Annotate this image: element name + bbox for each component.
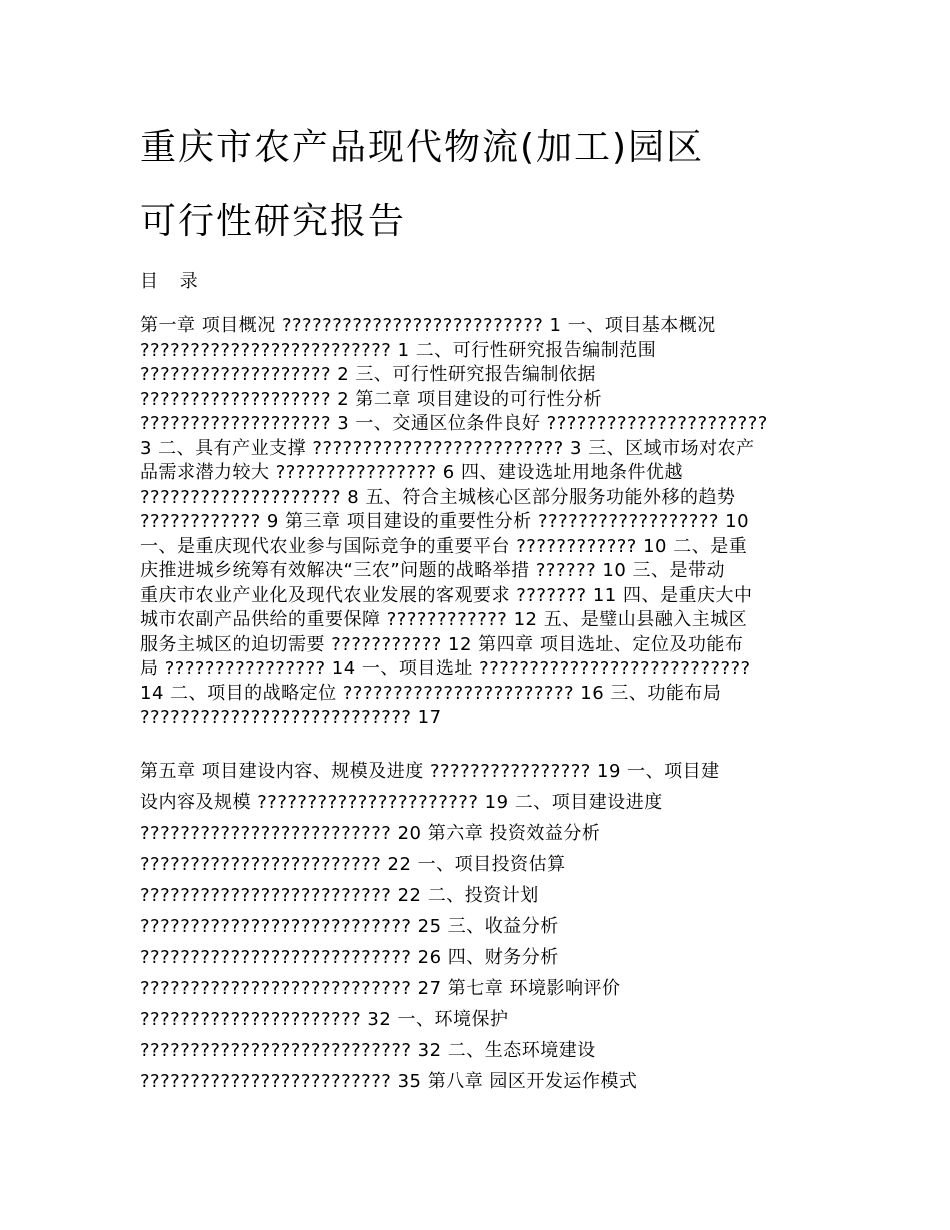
toc-line: ???????????? 9 第三章 项目建设的重要性分析 ?????????????????? 10 [140,511,750,532]
toc-heading: 目 录 [140,271,206,292]
toc-line: ??????????????????????????? 27 第七章 环境影响评价 [140,978,621,999]
toc-line: 品需求潜力较大 ???????????????? 6 四、建设选址用地条件优越 [140,462,683,483]
toc-line: ??????????????????????????? 17 [140,707,442,728]
toc-line: 服务主城区的迫切需要 ??????????? 12 第四章 项目选址、定位及功能布 [140,633,744,655]
toc-line: ??????????????????????????? 32 二、生态环境建设 [140,1040,596,1061]
toc-line: 设内容及规模 ?????????????????????? 19 二、项目建设进度 [140,792,663,813]
toc-line: ????????????????????????? 35 第八章 园区开发运作模式 [140,1071,638,1092]
document-title-line-1: 重庆市农产品现代物流(加工)园区 [140,127,705,168]
toc-line: ??????????????????? 2 三、可行性研究报告编制依据 [140,364,596,385]
toc-line: ???????????????????????? 22 一、项目投资估算 [140,854,566,875]
toc-line: ????????????????????????? 20 第六章 投资效益分析 [140,823,601,844]
toc-line: 第五章 项目建设内容、规模及进度 ???????????????? 19 一、项目建 [140,761,720,782]
toc-line: 重庆市农业产业化及现代农业发展的客观要求 ??????? 11 四、是重庆大中 [140,584,753,606]
toc-line: ???????????????????? 8 五、符合主城核心区部分服务功能外移的趋势 [140,486,736,508]
toc-line: ??????????????????????????? 25 三、收益分析 [140,916,559,937]
toc-line: ????????????????????????? 22 二、投资计划 [140,885,539,906]
toc-line: 城市农副产品供给的重要保障 ???????????? 12 五、是璧山县融入主城区 [140,609,748,630]
toc-line: 一、是重庆现代农业参与国际竞争的重要平台 ???????????? 10 二、是重 [140,535,748,557]
document-title-line-2: 可行性研究报告 [140,201,407,242]
toc-line: ??????????????????? 2 第二章 项目建设的可行性分析 [140,388,603,410]
toc-line: 14 二、项目的战略定位 ??????????????????????? 16 三、功能布局 [140,682,722,704]
toc-line: ??????????????????????????? 26 四、财务分析 [140,947,559,968]
toc-line: 局 ???????????????? 14 一、项目选址 ??????????????????????????? [140,658,751,679]
toc-line: ??????????????????? 3 一、交通区位条件良好 ?????????????????????? [140,413,768,434]
toc-line: ????????????????????????? 1 二、可行性研究报告编制范围 [140,339,657,361]
toc-line: 第一章 项目概况 ?????????????????????????? 1 一、项目基本概况 [140,315,716,336]
toc-paragraph-2 [140,756,820,1097]
toc-line: 庆推进城乡统筹有效解决“三农”问题的战略举措 ?????? 10 三、是带动 [140,560,726,581]
toc-line: 3 二、具有产业支撑 ????????????????????????? 3 三、区域市场对农产 [140,437,755,459]
toc-paragraph-1 [140,314,820,731]
toc-line: ?????????????????????? 32 一、环境保护 [140,1009,509,1030]
